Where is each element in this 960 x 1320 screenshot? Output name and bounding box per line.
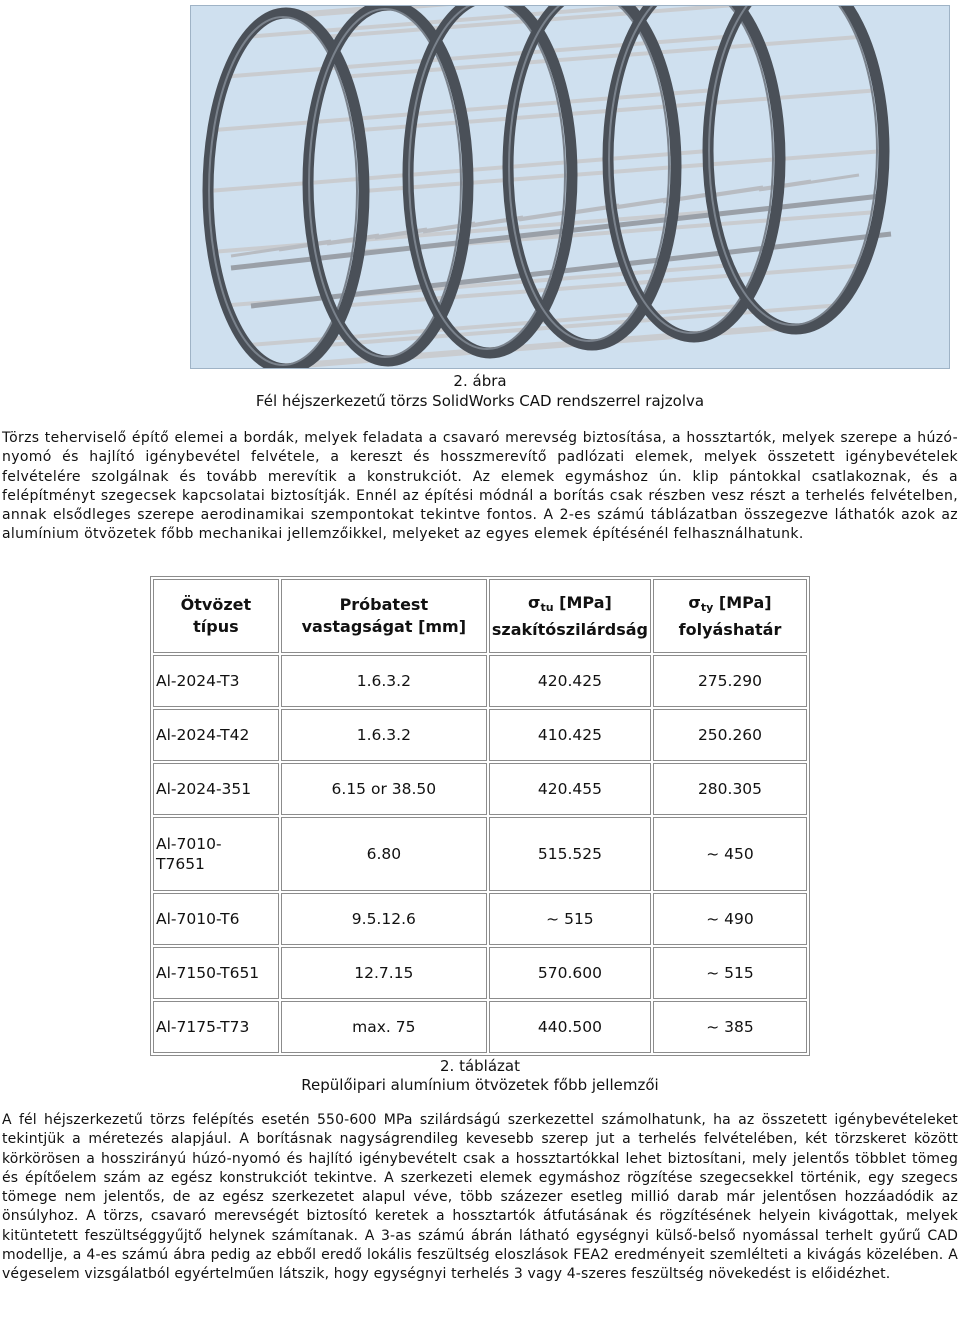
cell-tu: 515.525 [489,817,651,891]
cell-tu: 440.500 [489,1001,651,1053]
fuselage-frame-drawing [191,6,949,368]
cell-tu: 420.425 [489,655,651,707]
cell-alloy: Al-7010- T7651 [153,817,279,891]
cell-thickness: 1.6.3.2 [281,709,487,761]
cell-ty: ~ 385 [653,1001,807,1053]
header-tu-unit: [MPa] [559,592,612,612]
figure-number: 2. ábra [453,372,507,390]
table-header-row [153,579,807,653]
cell-tu: 570.600 [489,947,651,999]
header-tu-symbol: σ [528,592,541,612]
header-thickness: Próbatest vastagságat [mm] [281,579,487,653]
alloy-properties-table [150,576,810,1056]
header-tensile-strength [489,579,651,653]
table-number: 2. táblázat [440,1057,520,1075]
header-ty-unit: [MPa] [718,592,772,612]
cell-alloy: Al-7010-T6 [153,893,279,945]
header-alloy: Ötvözet típus [153,579,279,653]
table-row [153,893,807,945]
body-paragraph-2: A fél héjszerkezetű törzs felépítés esetén 550-600 MPa szilárdságú szerkezettel számolhatunk, ha az összetett igénybevételeket tekintjük a méretezés alapjául. A borításnak nagyságrendileg kevesebb szerep jut a terhelés felvételében, két törzskeret között körkörösen a hosszirányú húzó-nyomó és hajlító igénybevételt csak a hossztartókkal lehet biztosítani, mely jelentős többlet tömeg és építőelem szám az egész konstrukciót tekintve. A szerkezeti elemek egymáshoz rögzítése szegecsekkel történik, egy szegecs tömege nem jelentős, de az egész szerkezetet alapul véve, több százezer esetleg millió darab már jelentősen hozzáadódik az önsúlyhoz. A törzs, csavaró merevségét biztosító keretek a hossztartók átfutásának és rögzítésének helyein kivágottak, melyek kitüntetett feszültséggyűjtő helynek számítanak. A 3-as számú ábrán látható egységnyi külső-belső nyomással terhelt gyűrű CAD modellje, a 4-es számú ábra pedig az ebből eredő lokális feszültség eloszlások FEA2 eredményeit szemlélteti a kivágás közelében. A végeselem vizsgálatból egyértelműen látszik, hogy egységnyi terhelés 3 vagy 4-szeres feszültség növekedést is előidézhet. [2,1112,958,1283]
cell-alloy: Al-7150-T651 [153,947,279,999]
cell-thickness: 1.6.3.2 [281,655,487,707]
cell-thickness: 6.80 [281,817,487,891]
table-row [153,947,807,999]
cell-thickness: max. 75 [281,1001,487,1053]
cell-thickness: 12.7.15 [281,947,487,999]
cell-ty: 250.260 [653,709,807,761]
header-ty-sub: ty [700,600,714,614]
cell-thickness: 6.15 or 38.50 [281,763,487,815]
table-row [153,709,807,761]
header-yield-strength [653,579,807,653]
header-ty-name: folyáshatár [678,619,782,639]
table-row [153,763,807,815]
cell-ty: 275.290 [653,655,807,707]
cell-alloy: Al-7175-T73 [153,1001,279,1053]
figure-caption: Fél héjszerkezetű törzs SolidWorks CAD rendszerrel rajzolva [255,392,705,410]
cell-ty: ~ 450 [653,817,807,891]
table-caption: Repülőipari alumínium ötvözetek főbb jellemzői [301,1076,659,1094]
cell-alloy: Al-2024-T42 [153,709,279,761]
header-tu-sub: tu [540,600,554,614]
cell-thickness: 9.5.12.6 [281,893,487,945]
body-paragraph-1: Törzs teherviselő építő elemei a bordák, melyek feladata a csavaró merevség biztosítása, a hossztartók, melyek szerepe a húzó-nyomó és hajlító igénybevétel felvétele, a kereszt és hosszmerevítő padlózati elemek, melyek összetett igénybevételek felvételére szolgálnak és tovább merevítik a konstrukciót. Az elemek egymáshoz ún. klip pántokkal csatlakoznak, és a felépítményt szegecsek kapcsolatai biztosítják. Ennél az építési módnál a borítás csak részben vesz részt a terhelés felvételben, annak elsődleges szerepe aerodinamikai szempontokat tekintve fontos. A 2-es számú táblázatban összegezve láthatók azok az alumínium ötvözetek főbb mechanikai jellemzőikkel, melyeket az egyes elemek építésénél felhasználhatunk. [2,430,958,543]
header-tu-name: szakítószilárdság [491,619,648,639]
table-row [153,817,807,891]
fuselage-cad-figure [190,5,950,369]
fuselage-frame-ring [708,6,884,329]
cell-ty: 280.305 [653,763,807,815]
table-row [153,655,807,707]
cell-alloy: Al-2024-T3 [153,655,279,707]
cell-tu: 410.425 [489,709,651,761]
cell-tu: 420.455 [489,763,651,815]
header-ty-symbol: σ [688,592,701,612]
table-row [153,1001,807,1053]
frame-ring-highlight [709,6,877,325]
cell-ty: ~ 490 [653,893,807,945]
cell-ty: ~ 515 [653,947,807,999]
cell-alloy: Al-2024-351 [153,763,279,815]
cell-tu: ~ 515 [489,893,651,945]
